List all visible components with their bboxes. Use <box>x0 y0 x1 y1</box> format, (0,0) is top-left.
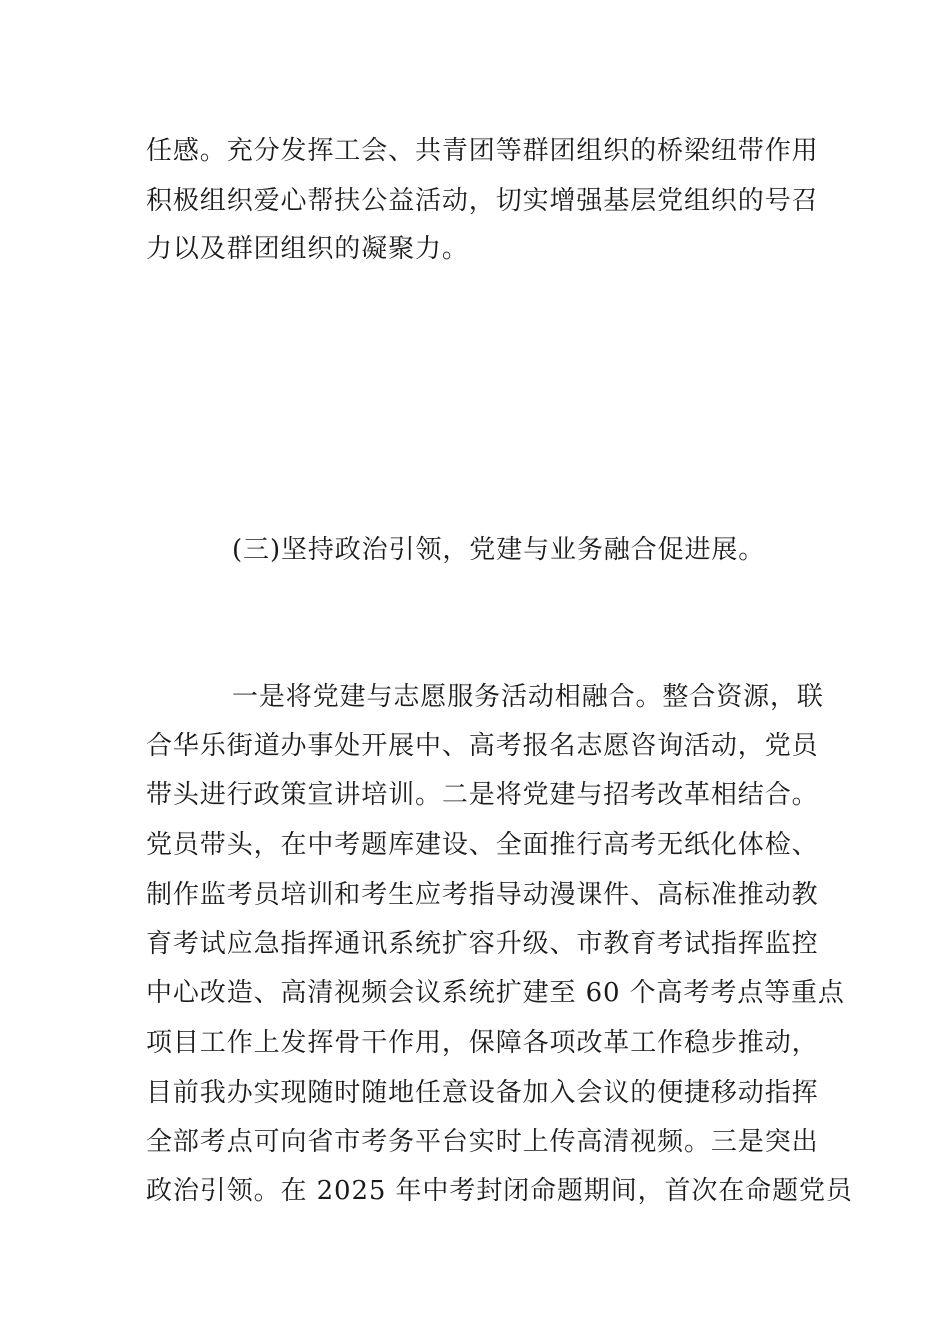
paragraph-2-line-11: 政治引领。在 2025 年中考封闭命题期间，首次在命题党员 <box>146 1176 853 1206</box>
paragraph-1-line-3: 力以及群团组织的凝聚力。 <box>146 234 469 264</box>
paragraph-2-line-2: 合华乐街道办事处开展中、高考报名志愿咨询活动，党员 <box>146 731 819 761</box>
paragraph-2-line-7: 中心改造、高清视频会议系统扩建至 60 个高考考点等重点 <box>146 978 845 1008</box>
paragraph-2-line-3: 带头进行政策宣讲培训。二是将党建与招考改革相结合。 <box>146 780 819 810</box>
paragraph-2-line-1: 一是将党建与志愿服务活动相融合。整合资源，联 <box>232 682 824 712</box>
paragraph-1-line-1: 任感。充分发挥工会、共青团等群团组织的桥梁纽带作用 <box>146 136 819 166</box>
paragraph-2-line-5: 制作监考员培训和考生应考指导动漫课件、高标准推动教 <box>146 880 819 910</box>
paragraph-2-line-9: 目前我办实现随时随地任意设备加入会议的便捷移动指挥 <box>146 1078 819 1108</box>
paragraph-2-line-4: 党员带头，在中考题库建设、全面推行高考无纸化体检、 <box>146 830 819 860</box>
section-heading: (三)坚持政治引领，党建与业务融合促进展。 <box>232 535 766 565</box>
paragraph-2-line-6: 育考试应急指挥通讯系统扩容升级、市教育考试指挥监控 <box>146 929 819 959</box>
paragraph-2-line-8: 项目工作上发挥骨干作用，保障各项改革工作稳步推动， <box>146 1028 819 1058</box>
paragraph-2-line-10: 全部考点可向省市考务平台实时上传高清视频。三是突出 <box>146 1127 819 1157</box>
paragraph-1-line-2: 积极组织爱心帮扶公益活动，切实增强基层党组织的号召 <box>146 186 819 216</box>
